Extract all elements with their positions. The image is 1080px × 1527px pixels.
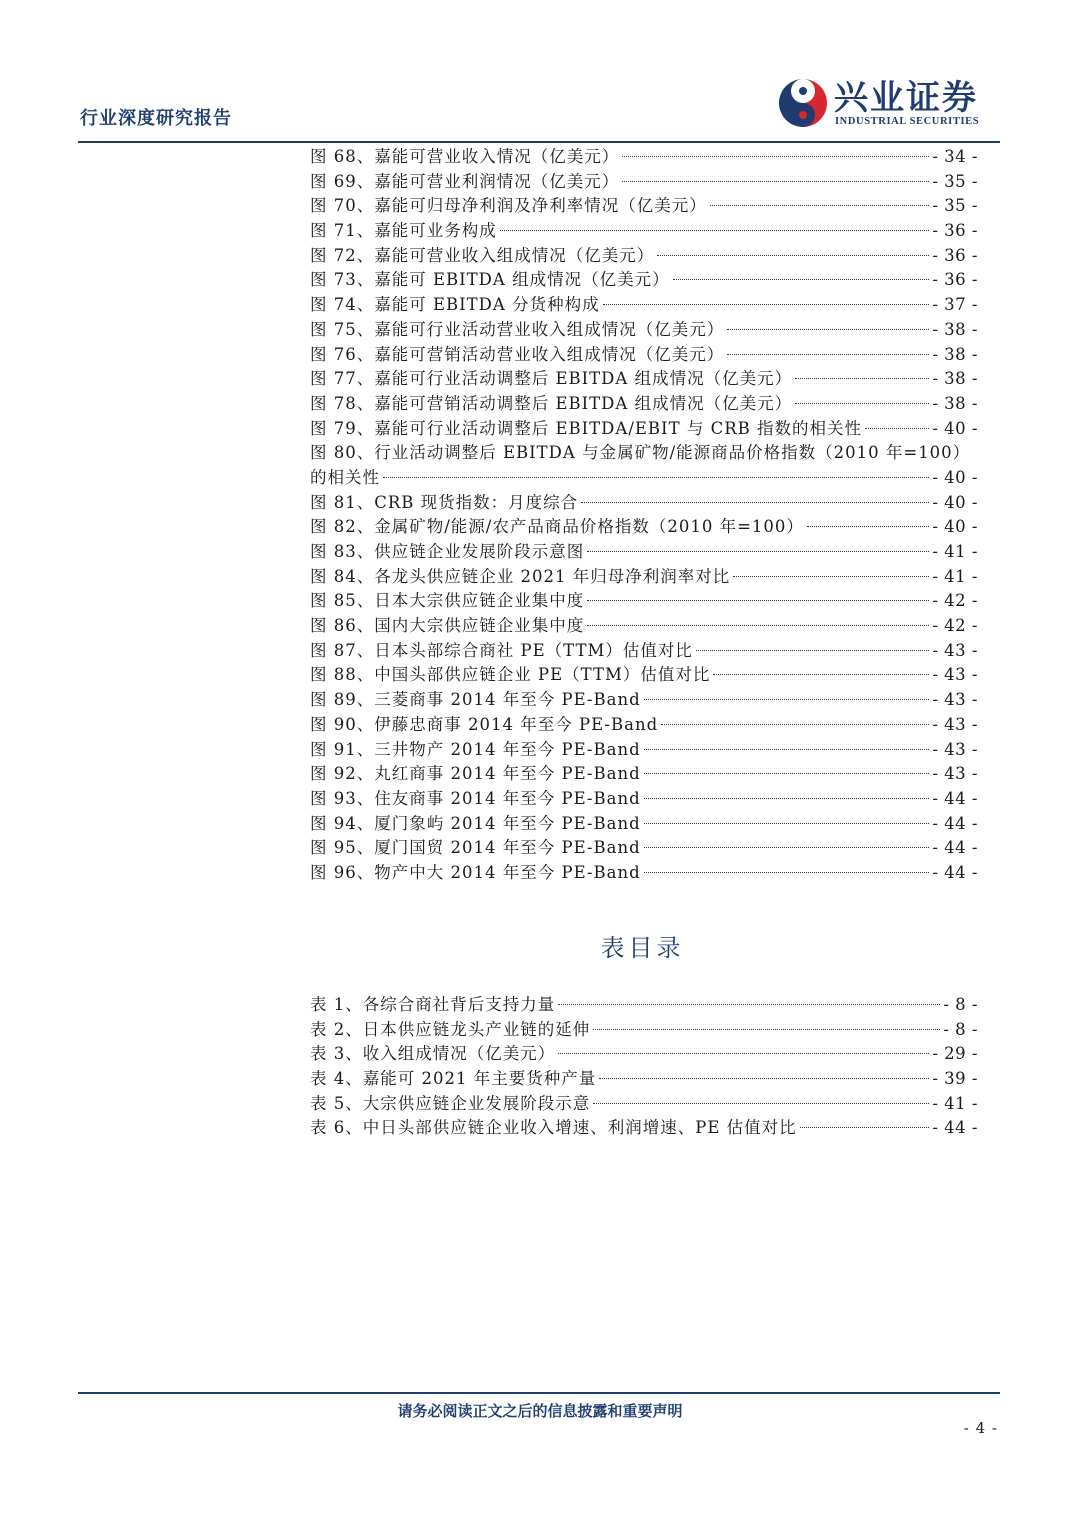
toc-page: - 40 - (932, 492, 978, 512)
toc-page: - 38 - (932, 344, 978, 364)
toc-row[interactable] (310, 293, 978, 318)
toc-label: 图 91、三井物产 2014 年至今 PE-Band (310, 739, 641, 759)
toc-label: 图 80、行业活动调整后 EBITDA 与金属矿物/能源商品价格指数（2010 年=100） (310, 443, 971, 463)
toc-label: 图 90、伊藤忠商事 2014 年至今 PE-Band (310, 714, 659, 734)
toc-page: - 8 - (943, 995, 978, 1014)
toc-page: - 36 - (932, 270, 978, 290)
toc-label: 表 6、中日头部供应链企业收入增速、利润增速、PE 估值对比 (310, 1118, 797, 1138)
toc-row[interactable] (310, 1067, 978, 1092)
toc-label: 图 79、嘉能可行业活动调整后 EBITDA/EBIT 与 CRB 指数的相关性 (310, 418, 862, 438)
toc-label: 表 3、收入组成情况（亿美元） (310, 1044, 556, 1064)
toc-row[interactable] (310, 812, 978, 837)
toc-page: - 40 - (932, 517, 978, 537)
toc-row[interactable] (310, 1042, 978, 1067)
toc-row[interactable] (310, 787, 978, 812)
company-logo (778, 78, 998, 130)
logo-english-name: INDUSTRIAL SECURITIES (835, 116, 980, 127)
toc-row-wrapped-line2[interactable] (310, 466, 978, 491)
toc-label: 图 84、各龙头供应链企业 2021 年归母净利润率对比 (310, 566, 731, 586)
toc-page: - 41 - (932, 566, 978, 586)
toc-page: - 43 - (932, 640, 978, 660)
logo-chinese-name: 兴业证券 (834, 78, 978, 118)
toc-page: - 34 - (932, 147, 978, 166)
toc-row[interactable] (310, 1092, 978, 1117)
toc-label: 图 70、嘉能可归母净利润及净利率情况（亿美元） (310, 196, 707, 216)
toc-page: - 39 - (932, 1069, 978, 1089)
toc-row[interactable] (310, 268, 978, 293)
toc-page: - 40 - (932, 418, 978, 438)
toc-label: 图 73、嘉能可 EBITDA 组成情况（亿美元） (310, 270, 670, 290)
footer-divider (78, 1392, 1000, 1394)
toc-label: 表 2、日本供应链龙头产业链的延伸 (310, 1019, 591, 1039)
toc-page: - 44 - (932, 838, 978, 858)
table-toc (310, 993, 978, 1141)
toc-page: - 38 - (932, 393, 978, 413)
toc-row[interactable] (310, 392, 978, 417)
toc-label: 图 72、嘉能可营业收入组成情况（亿美元） (310, 245, 655, 265)
toc-row[interactable] (310, 1116, 978, 1141)
toc-label: 图 94、厦门象屿 2014 年至今 PE-Band (310, 813, 641, 833)
toc-label: 图 74、嘉能可 EBITDA 分货种构成 (310, 295, 600, 315)
toc-label: 图 78、嘉能可营销活动调整后 EBITDA 组成情况（亿美元） (310, 393, 793, 413)
toc-row[interactable] (310, 244, 978, 269)
toc-label: 图 95、厦门国贸 2014 年至今 PE-Band (310, 838, 641, 858)
toc-page: - 43 - (932, 764, 978, 784)
toc-row[interactable] (310, 515, 978, 540)
toc-page: - 44 - (932, 813, 978, 833)
toc-row[interactable] (310, 589, 978, 614)
toc-row[interactable] (310, 219, 978, 244)
header-divider (78, 141, 1000, 143)
toc-page: - 41 - (932, 1093, 978, 1113)
toc-row[interactable] (310, 170, 978, 195)
figure-toc (310, 145, 978, 886)
toc-page: - 44 - (932, 862, 978, 882)
page-number: - 4 - (963, 1419, 998, 1437)
toc-label: 图 92、丸红商事 2014 年至今 PE-Band (310, 764, 641, 784)
toc-page: - 36 - (932, 221, 978, 241)
toc-page: - 37 - (932, 295, 978, 315)
toc-page: - 8 - (943, 1019, 978, 1039)
disclaimer-note: 请务必阅读正文之后的信息披露和重要声明 (397, 1402, 683, 1420)
toc-row[interactable] (310, 861, 978, 886)
toc-label: 表 1、各综合商社背后支持力量 (310, 995, 556, 1014)
toc-row[interactable] (310, 738, 978, 763)
toc-label: 图 71、嘉能可业务构成 (310, 221, 497, 241)
toc-label: 图 76、嘉能可营销活动营业收入组成情况（亿美元） (310, 344, 725, 364)
toc-page: - 36 - (932, 245, 978, 265)
toc-page: - 44 - (932, 1118, 978, 1138)
toc-page: - 43 - (932, 690, 978, 710)
toc-row[interactable] (310, 491, 978, 516)
toc-page: - 42 - (932, 591, 978, 611)
table-toc-title: 表目录 (600, 934, 685, 962)
toc-row[interactable] (310, 993, 978, 1018)
toc-label: 图 81、CRB 现货指数：月度综合 (310, 492, 579, 512)
toc-row[interactable] (310, 367, 978, 392)
toc-label: 图 68、嘉能可营业收入情况（亿美元） (310, 147, 620, 166)
toc-page: - 43 - (932, 714, 978, 734)
toc-label: 图 69、嘉能可营业利润情况（亿美元） (310, 171, 620, 191)
toc-page: - 38 - (932, 319, 978, 339)
toc-row[interactable] (310, 762, 978, 787)
toc-label: 图 86、国内大宗供应链企业集中度 (310, 616, 585, 636)
toc-page: - 40 - (932, 467, 978, 487)
toc-label: 图 89、三菱商事 2014 年至今 PE-Band (310, 690, 641, 710)
toc-label: 图 93、住友商事 2014 年至今 PE-Band (310, 788, 641, 808)
toc-page: - 35 - (932, 171, 978, 191)
toc-row[interactable] (310, 194, 978, 219)
toc-row[interactable] (310, 540, 978, 565)
toc-label: 图 83、供应链企业发展阶段示意图 (310, 542, 585, 561)
toc-label: 图 88、中国头部供应链企业 PE（TTM）估值对比 (310, 665, 711, 685)
toc-row-wrapped-line1[interactable] (310, 441, 978, 466)
toc-label: 图 85、日本大宗供应链企业集中度 (310, 591, 585, 611)
toc-label: 图 96、物产中大 2014 年至今 PE-Band (310, 862, 641, 882)
toc-label: 表 5、大宗供应链企业发展阶段示意 (310, 1093, 591, 1113)
toc-label: 图 87、日本头部综合商社 PE（TTM）估值对比 (310, 640, 693, 660)
toc-label: 表 4、嘉能可 2021 年主要货种产量 (310, 1069, 597, 1089)
toc-row[interactable] (310, 639, 978, 664)
logo-mark-icon (778, 78, 828, 128)
toc-page: - 44 - (932, 788, 978, 808)
toc-page: - 43 - (932, 665, 978, 685)
toc-row[interactable] (310, 318, 978, 343)
toc-page: - 35 - (932, 196, 978, 216)
toc-label: 图 75、嘉能可行业活动营业收入组成情况（亿美元） (310, 319, 725, 339)
toc-page: - 43 - (932, 739, 978, 759)
toc-page: - 42 - (932, 616, 978, 636)
toc-row[interactable] (310, 417, 978, 442)
toc-row[interactable] (310, 343, 978, 368)
toc-row[interactable] (310, 565, 978, 590)
toc-label: 图 82、金属矿物/能源/农产品商品价格指数（2010 年=100） (310, 517, 804, 537)
toc-row[interactable] (310, 836, 978, 861)
toc-label: 的相关性 (310, 467, 380, 487)
toc-row[interactable] (310, 713, 978, 738)
toc-row[interactable] (310, 145, 978, 170)
report-type-title: 行业深度研究报告 (80, 108, 232, 129)
toc-row[interactable] (310, 663, 978, 688)
toc-label: 图 77、嘉能可行业活动调整后 EBITDA 组成情况（亿美元） (310, 369, 793, 389)
toc-row[interactable] (310, 688, 978, 713)
toc-row[interactable] (310, 1018, 978, 1043)
toc-row[interactable] (310, 614, 978, 639)
toc-page: - 38 - (932, 369, 978, 389)
toc-page: - 29 - (932, 1044, 978, 1064)
toc-page: - 41 - (932, 542, 978, 561)
